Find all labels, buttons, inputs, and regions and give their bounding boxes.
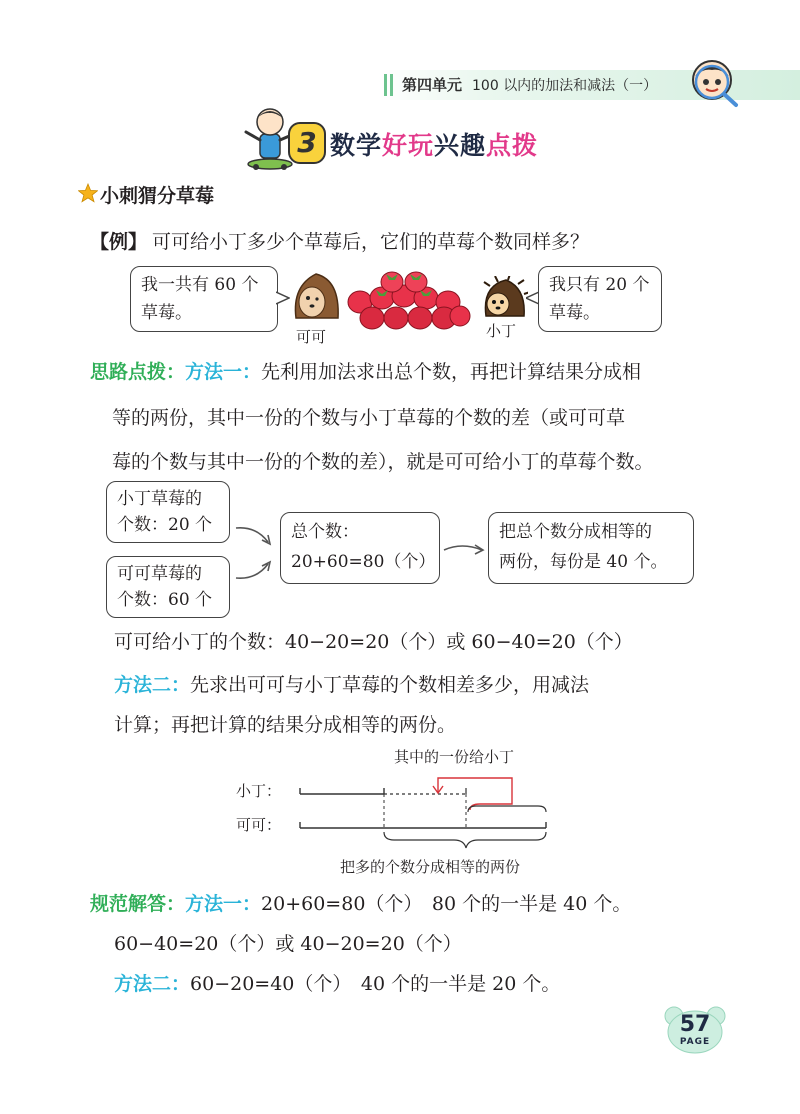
section-title (330, 126, 538, 162)
section-number-badge: 3 (288, 122, 326, 164)
topic-title: 小刺猬分草莓 (100, 185, 215, 207)
answer-method1-label: 方法一： (185, 893, 262, 915)
header-stripe (390, 74, 393, 96)
header-stripe (384, 74, 387, 96)
flow-box-xiaoding (106, 481, 230, 543)
diagram-row-keke: 可可： (236, 816, 282, 834)
section-title-part: 数学 (330, 131, 383, 160)
hint-line-1 (90, 357, 641, 384)
method2-line-1 (114, 670, 589, 697)
answer-text: 60−20=40（个） 40 个的一半是 20 个。 (190, 973, 561, 995)
page-word: PAGE (679, 1037, 711, 1047)
magnifier-kid-icon (690, 58, 740, 108)
flow-box-text: 两份，每份是 40 个。 (499, 552, 668, 572)
answer-method2-label: 方法二： (114, 973, 191, 995)
flow-box-text: 把总个数分成相等的 (499, 522, 652, 542)
hint-line-3: 莓的个数与其中一份的个数的差），就是可可给小丁的草莓个数。 (112, 451, 654, 473)
diagram-row-xiaoding: 小丁： (236, 782, 282, 800)
bubble-text: 我一共有 60 个 (141, 275, 259, 295)
flow-box-split (488, 512, 694, 584)
flow-box-total (280, 512, 440, 584)
hedgehog-xiaoding-icon (478, 276, 528, 320)
speech-bubble-right (538, 266, 662, 332)
star-icon (78, 183, 98, 203)
name-keke: 可可 (296, 328, 327, 346)
result-line: 可可给小丁的个数：40−20=20（个）或 60−40=20（个） (114, 631, 633, 653)
example-label: 【例】 (90, 231, 148, 253)
hint-line-2: 等的两份，其中一份的个数与小丁草莓的个数的差（或可可草 (112, 407, 626, 429)
diagram-top-label: 其中的一份给小丁 (394, 748, 515, 766)
flow-box-text: 小丁草莓的 (117, 489, 202, 509)
method2-text: 先求出可可与小丁草莓的个数相差多少，用减法 (190, 674, 590, 696)
answer-line-3 (114, 969, 560, 996)
speech-bubble-left (130, 266, 278, 332)
diagram-bottom-label: 把多的个数分成相等的两份 (340, 858, 521, 876)
hint-label: 思路点拨： (90, 361, 186, 383)
answer-line-1 (90, 889, 631, 916)
unit-title (402, 74, 657, 95)
answer-label: 规范解答： (90, 893, 186, 915)
page-number: 57 (679, 1012, 711, 1037)
flow-box-keke (106, 556, 230, 618)
flow-arrow-right (442, 540, 488, 560)
answer-line-2: 60−40=20（个）或 40−20=20（个） (114, 933, 462, 955)
strawberry-pile-icon (346, 270, 472, 332)
flow-box-text: 20+60=80（个） (291, 552, 436, 572)
section-title-part: 兴趣 (434, 131, 487, 160)
bubble-tail (276, 290, 290, 306)
flow-box-text: 总个数： (291, 522, 359, 542)
bubble-text: 我只有 20 个 (549, 275, 650, 295)
hint-text: 先利用加法求出总个数，再把计算结果分成相 (261, 361, 642, 383)
segment-diagram (290, 766, 560, 856)
flow-box-text: 个数：20 个 (117, 515, 213, 535)
bubble-text: 草莓。 (141, 303, 192, 323)
bubble-text: 草莓。 (549, 303, 600, 323)
method1-label: 方法一： (185, 361, 262, 383)
unit-subtitle: 100 以内的加法和减法（一） (472, 78, 658, 94)
method2-label: 方法二： (114, 674, 191, 696)
flow-arrows (232, 520, 280, 586)
name-xiaoding: 小丁 (486, 322, 517, 340)
method2-line-2: 计算；再把计算的结果分成相等的两份。 (114, 714, 457, 736)
answer-text: 20+60=80（个） 80 个的一半是 40 个。 (261, 893, 632, 915)
unit-label: 第四单元 (402, 76, 463, 94)
section-title-part: 点拨 (486, 131, 539, 160)
hedgehog-keke-icon (290, 266, 342, 324)
flow-box-text: 可可草莓的 (117, 564, 202, 584)
flow-box-text: 个数：60 个 (117, 590, 213, 610)
section-title-part: 好玩 (382, 131, 435, 160)
example-question: 可可给小丁多少个草莓后，它们的草莓个数同样多？ (152, 231, 590, 253)
